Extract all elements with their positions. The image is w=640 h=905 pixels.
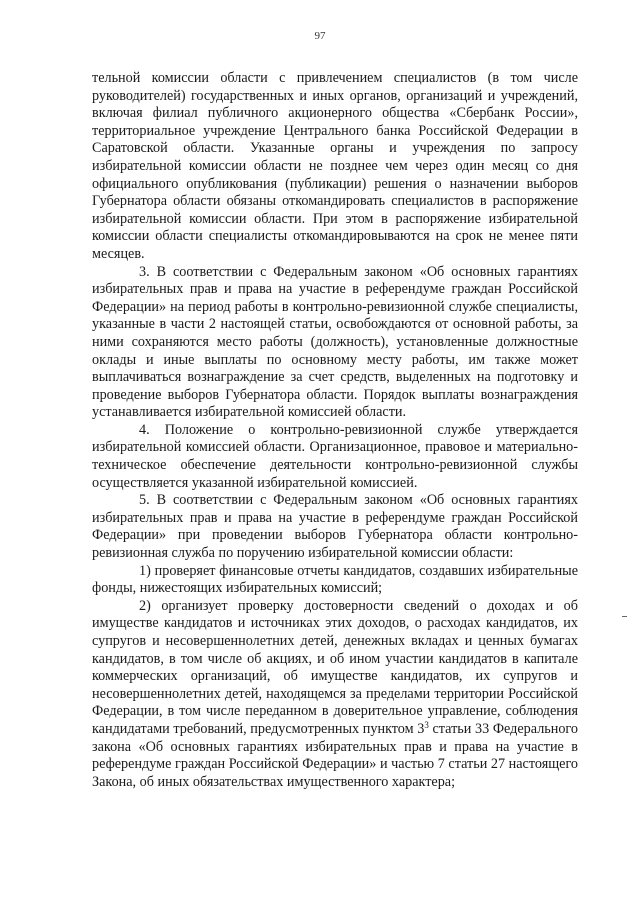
list-item-2-text-end: статьи 33 Федерального закона «Об основных гарантиях избирательных прав и права на участие в референдуме граждан Российской Федерации» и частью 7 статьи 27 настоящего Закона, об иных обязательствах имущественного характера; xyxy=(92,720,578,790)
document-body xyxy=(92,70,578,791)
list-item-2-text-start: 2) организует проверку достоверности сведений о доходах и об имуществе кандидатов и источниках этих доходов, о расходах кандидатов, их супругов и несовершеннолетних детей, денежных вкладах и ценных бумагах кандидатов, в том числе об акциях, и об ином участии кандидатов в капитале коммерческих организаций, об имуществе кандидатов, их супругов и несовершеннолетних детей, находящемся за пределами территории Российской Федерации, в том числе переданном в доверительное управление, соблюдения кандидатами требований, предусмотренных пунктом 3 xyxy=(92,597,578,737)
page-number: 97 xyxy=(314,30,326,42)
paragraph-part-4: 4. Положение о контрольно-ревизионной службе утверждается избирательной комиссией области. Организационное, правовое и материально-техническое обеспечение деятельности контрольно-ревизионной службы осуществляется указанной избирательной комиссией. xyxy=(92,421,578,491)
paragraph-continuation: тельной комиссии области с привлечением специалистов (в том числе руководителей) государственных и иных органов, организаций и учреждений, включая филиал публичного акционерного общества «Сбербанк России», территориальное учреждение Центрального банка Российской Федерации в Саратовской области. Указанные органы и учреждения по запросу избирательной комиссии области не позднее чем через один месяц со дня официального опубликования (публикации) решения о назначении выборов Губернатора области обязаны откомандировать специалистов в распоряжение избирательной комиссии области. При этом в распоряжение избирательной комиссии области специалисты откомандировываются на срок не менее пяти месяцев. xyxy=(92,70,578,262)
list-item-2 xyxy=(92,598,578,792)
paragraph-part-5: 5. В соответствии с Федеральным законом «Об основных гарантиях избирательных прав и права на участие в референдуме граждан Российской Федерации» при проведении выборов Губернатора области контрольно-ревизионная служба по поручению избирательной комиссии области: xyxy=(92,492,578,562)
superscript-3: 3 xyxy=(424,719,429,730)
margin-mark xyxy=(622,616,627,617)
list-item-1: 1) проверяет финансовые отчеты кандидатов, создавших избирательные фонды, нижестоящих избирательных комиссий; xyxy=(92,562,578,597)
paragraph-part-3: 3. В соответствии с Федеральным законом «Об основных гарантиях избирательных прав и права на участие в референдуме граждан Российской Федерации» на период работы в контрольно-ревизионной службе специалисты, указанные в части 2 настоящей статьи, освобождаются от основной работы, за ними сохраняются место работы (должность), установленные должностные оклады и иные выплаты по основному месту работы, им также может выплачиваться вознаграждение за счет средств, выделенных на подготовку и проведение выборов Губернатора области. Порядок выплаты вознаграждения устанавливается избирательной комиссией области. xyxy=(92,263,578,421)
